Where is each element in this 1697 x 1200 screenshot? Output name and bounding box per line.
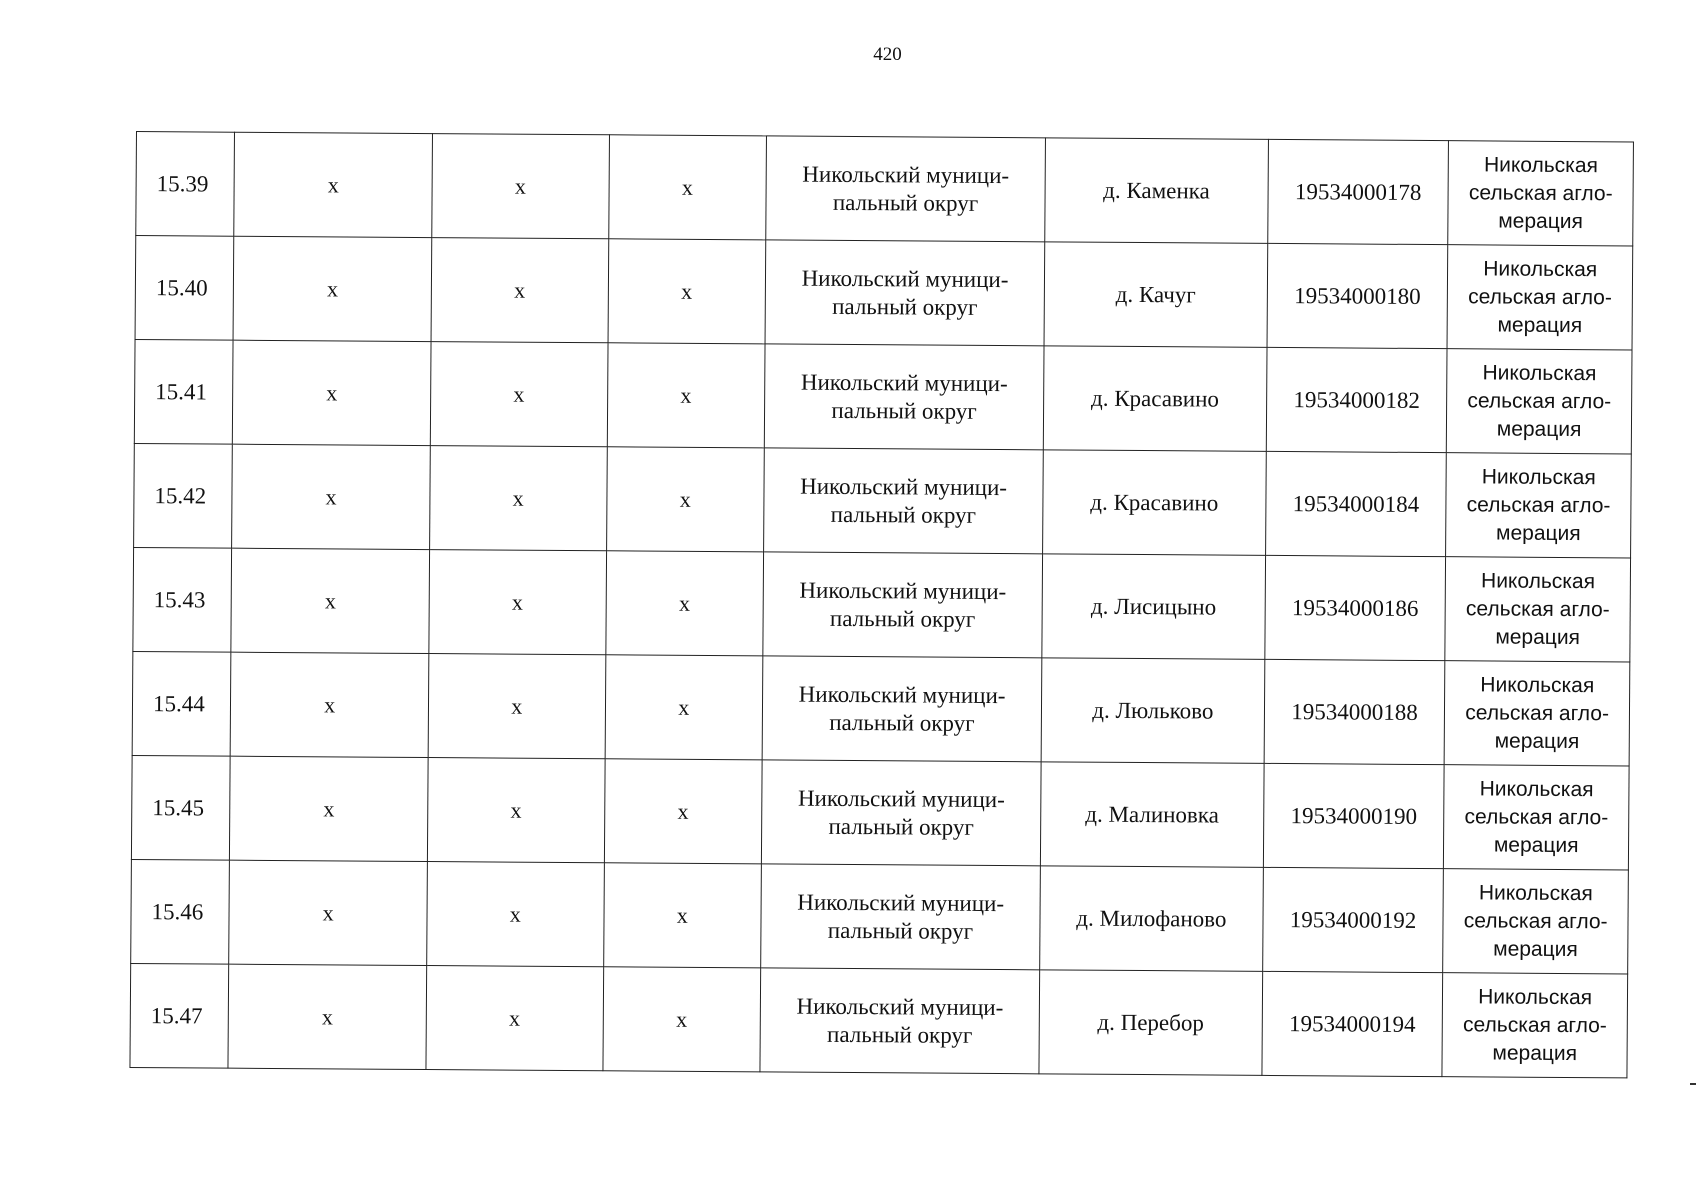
settlement-name-cell: д. Люльково <box>1041 658 1264 764</box>
agglomeration-line: мерация <box>1498 209 1583 233</box>
agglomeration-cell <box>1446 453 1631 558</box>
agglomeration-cell <box>1447 349 1632 454</box>
mark-cell: х <box>608 135 766 240</box>
row-number-cell <box>134 443 233 548</box>
agglomeration-line: сельская агло- <box>1466 492 1611 517</box>
mark-cell: х <box>230 652 428 757</box>
row-number: 15.42 <box>154 482 207 508</box>
district-line: пальный округ <box>829 605 976 632</box>
district-line: Никольский муници- <box>802 161 1010 188</box>
agglomeration-line: Никольская <box>1480 672 1595 697</box>
row-number: 15.41 <box>155 378 208 405</box>
mark-cell: х <box>605 551 763 656</box>
municipal-district-cell <box>762 656 1042 762</box>
mark-cell: х <box>428 654 605 759</box>
table-row <box>131 755 1629 869</box>
agglomeration-line: мерация <box>1494 729 1580 753</box>
table-body <box>130 132 1633 1078</box>
district-line: Никольский муници- <box>797 889 1005 916</box>
mark-cell: х <box>233 340 431 445</box>
mark-cell: х <box>432 134 609 239</box>
settlement-name-cell: д. Лисицыно <box>1042 554 1265 660</box>
oktmo-code-cell: 19534000180 <box>1267 243 1448 348</box>
settlement-table <box>129 131 1634 1078</box>
district-line: Никольский муници- <box>798 681 1006 708</box>
district-line: пальный округ <box>832 293 978 320</box>
agglomeration-line: мерация <box>1495 625 1581 649</box>
table-row <box>136 132 1634 246</box>
mark-cell: х <box>431 238 608 343</box>
mark-cell: х <box>430 446 607 551</box>
district-line: Никольский муници- <box>796 993 1004 1020</box>
district-line: пальный округ <box>832 189 979 216</box>
row-number-cell <box>131 755 230 860</box>
oktmo-code-cell: 19534000186 <box>1265 555 1446 660</box>
oktmo-code-cell: 19534000192 <box>1262 867 1443 972</box>
mark-cell: х <box>604 759 762 864</box>
municipal-district-cell <box>764 448 1044 554</box>
municipal-district-cell <box>760 968 1040 1074</box>
margin-mark <box>1690 1083 1696 1085</box>
settlement-name-cell: д. Перебор <box>1039 970 1262 1076</box>
mark-cell: х <box>429 550 606 655</box>
row-number: 15.39 <box>156 170 209 197</box>
table-row <box>133 547 1631 661</box>
mark-cell: х <box>603 863 761 968</box>
agglomeration-line: сельская агло- <box>1468 180 1613 205</box>
agglomeration-cell <box>1447 245 1632 350</box>
row-number: 15.43 <box>153 586 206 612</box>
municipal-district-cell <box>761 760 1041 866</box>
row-number: 15.46 <box>151 898 204 924</box>
agglomeration-line: сельская агло- <box>1465 700 1610 725</box>
district-line: пальный округ <box>828 813 974 840</box>
settlement-name-cell: д. Красавино <box>1043 450 1266 556</box>
mark-cell: х <box>234 132 432 237</box>
row-number: 15.44 <box>152 690 205 716</box>
mark-cell: х <box>231 548 429 653</box>
table-row <box>132 651 1630 765</box>
agglomeration-line: Никольская <box>1481 568 1596 593</box>
agglomeration-cell <box>1442 973 1627 1078</box>
district-line: пальный округ <box>827 917 974 944</box>
agglomeration-line: сельская агло- <box>1462 1012 1607 1037</box>
agglomeration-line: Никольская <box>1483 152 1599 177</box>
row-number-cell <box>136 132 235 237</box>
district-line: Никольский муници- <box>800 473 1008 500</box>
oktmo-code-cell: 19534000190 <box>1263 763 1444 868</box>
table-row <box>134 443 1632 557</box>
oktmo-code-cell: 19534000188 <box>1264 659 1445 764</box>
mark-cell: х <box>230 756 428 861</box>
table-row <box>130 963 1628 1077</box>
mark-cell: х <box>603 967 761 1072</box>
mark-cell: х <box>232 444 430 549</box>
row-number-cell <box>132 651 231 756</box>
agglomeration-cell <box>1444 765 1629 870</box>
table-row <box>135 236 1633 350</box>
district-line: Никольский муници- <box>797 785 1005 812</box>
settlement-name-cell: д. Милофаново <box>1040 866 1263 972</box>
agglomeration-line: сельская агло- <box>1463 908 1608 933</box>
mark-cell: х <box>430 342 607 447</box>
municipal-district-cell <box>761 864 1041 970</box>
row-number: 15.47 <box>150 1002 203 1028</box>
district-line: пальный округ <box>831 397 977 424</box>
agglomeration-line: мерация <box>1497 313 1583 337</box>
municipal-district-cell <box>764 344 1044 450</box>
agglomeration-line: сельская агло- <box>1464 804 1609 829</box>
mark-cell: х <box>228 964 426 1069</box>
row-number-cell <box>134 339 233 444</box>
mark-cell: х <box>605 655 763 760</box>
mark-cell: х <box>229 860 427 965</box>
mark-cell: х <box>426 966 603 1071</box>
agglomeration-line: мерация <box>1496 521 1581 545</box>
agglomeration-line: мерация <box>1493 832 1579 857</box>
district-line: Никольский муници- <box>799 577 1007 604</box>
agglomeration-cell <box>1444 661 1629 766</box>
municipal-district-cell <box>763 552 1043 658</box>
oktmo-code-cell: 19534000182 <box>1266 347 1447 452</box>
agglomeration-line: сельская агло- <box>1467 388 1612 413</box>
district-line: пальный округ <box>830 501 977 528</box>
agglomeration-line: Никольская <box>1481 464 1596 489</box>
agglomeration-line: мерация <box>1493 936 1578 961</box>
agglomeration-line: Никольская <box>1482 360 1597 385</box>
agglomeration-cell <box>1443 869 1628 974</box>
agglomeration-line: сельская агло- <box>1468 284 1612 309</box>
mark-cell: х <box>607 343 765 448</box>
row-number: 15.40 <box>155 274 208 301</box>
agglomeration-cell <box>1445 557 1630 662</box>
settlement-name-cell: д. Качуг <box>1044 242 1267 348</box>
table-row <box>134 339 1632 453</box>
mark-cell: х <box>427 758 604 863</box>
district-line: пальный округ <box>829 709 975 736</box>
agglomeration-line: мерация <box>1496 417 1582 441</box>
settlement-name-cell: д. Красавино <box>1043 346 1266 452</box>
agglomeration-line: Никольская <box>1479 776 1594 801</box>
row-number-cell <box>131 859 230 964</box>
table-row <box>131 859 1629 973</box>
agglomeration-line: Никольская <box>1478 880 1593 905</box>
agglomeration-line: сельская агло- <box>1465 596 1610 621</box>
agglomeration-line: Никольская <box>1483 256 1598 281</box>
mark-cell: х <box>606 447 764 552</box>
page-number: 420 <box>873 44 902 65</box>
oktmo-code-cell: 19534000194 <box>1262 971 1443 1076</box>
oktmo-code-cell: 19534000184 <box>1265 451 1446 556</box>
settlement-name-cell: д. Каменка <box>1045 138 1268 244</box>
row-number: 15.45 <box>152 794 205 820</box>
agglomeration-line: мерация <box>1492 1040 1578 1065</box>
row-number-cell <box>135 236 234 341</box>
row-number-cell <box>133 547 232 652</box>
municipal-district-cell <box>766 136 1046 242</box>
row-number-cell <box>130 963 229 1068</box>
district-line: Никольский муници- <box>800 369 1008 396</box>
settlement-name-cell: д. Малиновка <box>1040 762 1263 868</box>
oktmo-code-cell: 19534000178 <box>1267 139 1448 244</box>
mark-cell: х <box>427 862 604 967</box>
mark-cell: х <box>608 239 766 344</box>
district-line: пальный округ <box>827 1021 973 1048</box>
district-line: Никольский муници- <box>801 265 1009 292</box>
agglomeration-line: Никольская <box>1478 984 1593 1009</box>
mark-cell: х <box>233 236 431 341</box>
agglomeration-cell <box>1448 141 1633 246</box>
municipal-district-cell <box>765 240 1045 346</box>
